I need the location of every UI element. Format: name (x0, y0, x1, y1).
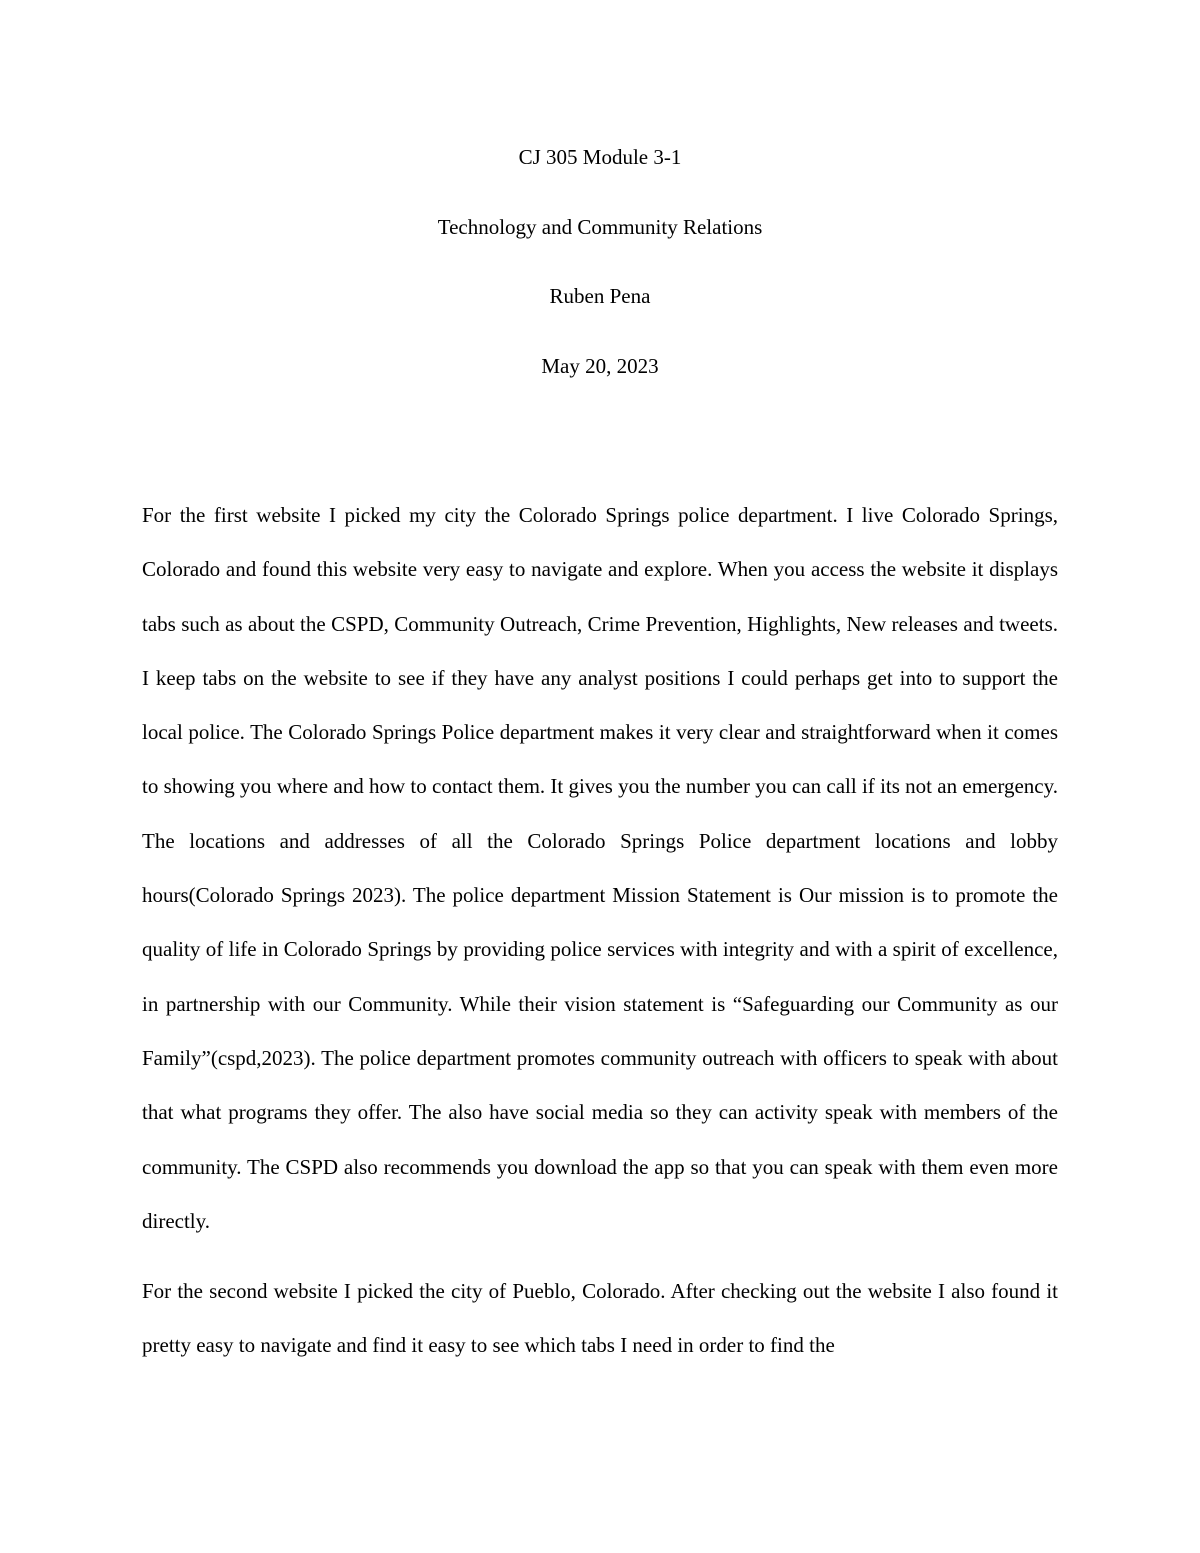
author-name: Ruben Pena (549, 284, 651, 308)
paper-title: Technology and Community Relations (437, 214, 763, 239)
paragraph-first-website: For the first website I picked my city the Colorado Springs police department. I live Colorado Springs, Colorado and found this website very easy to navigate and explore. When you access the website it displays tabs such as about the CSPD, Community Outreach, Crime Prevention, Highlights, New releases and tweets. I keep tabs on the website to see if they have any analyst positions I could perhaps get into to support the local police. The Colorado Springs Police department makes it very clear and straightforward when it comes to showing you where and how to contact them. It gives you the number you can call if its not an emergency. The locations and addresses of all the Colorado Springs Police department locations and lobby hours(Colorado Springs 2023). The police department Mission Statement is Our mission is to promote the quality of life in Colorado Springs by providing police services with integrity and with a spirit of excellence, in partnership with our Community. While their vision statement is “Safeguarding our Community as our Family”(cspd,2023). The police department promotes community outreach with officers to speak with about that what programs they offer. The also have social media so they can activity speak with members of the community. The CSPD also recommends you download the app so that you can speak with them even more directly. (142, 503, 1058, 1233)
title-block (0, 140, 1200, 418)
paper-date: May 20, 2023 (541, 353, 659, 378)
course-line: CJ 305 Module 3-1 (518, 145, 682, 169)
body-text (142, 488, 1058, 1373)
paragraph-second-website: For the second website I picked the city of Pueblo, Colorado. After checking out the website I also found it pretty easy to navigate and find it easy to see which tabs I need in order to find the (142, 1279, 1058, 1358)
